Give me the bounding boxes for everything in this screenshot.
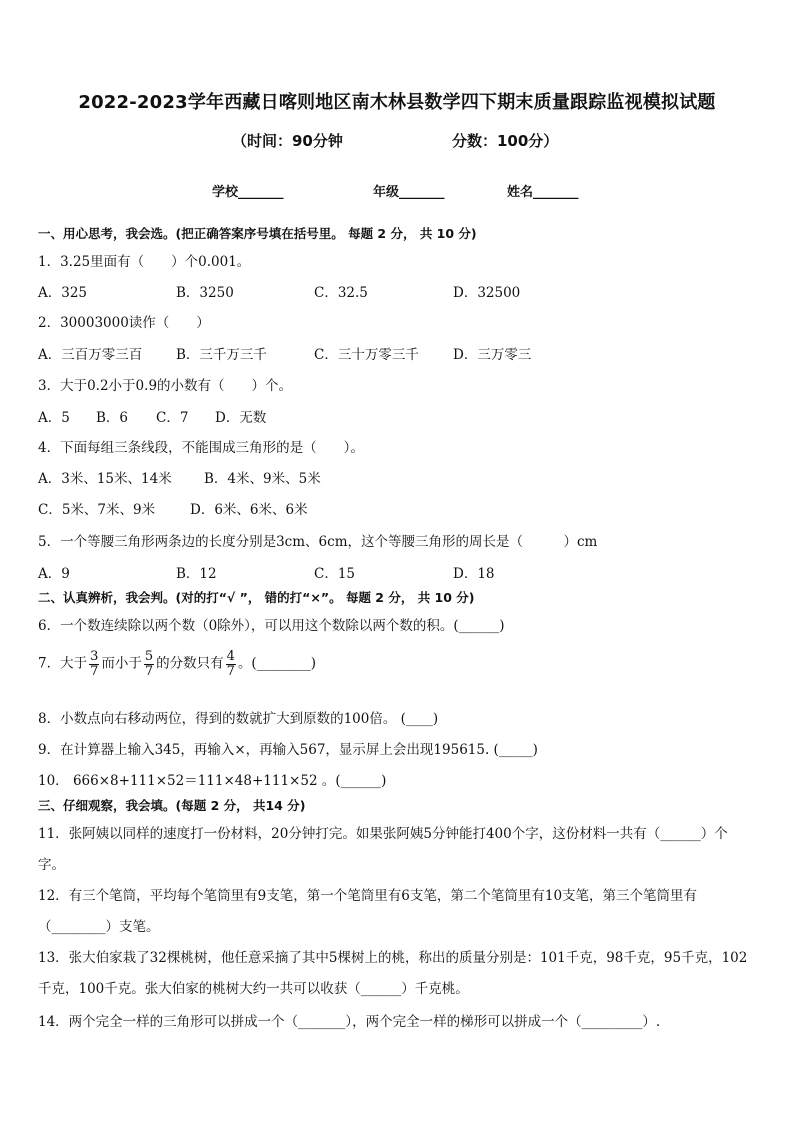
question-stem: 13．张大伯家栽了32棵桃树，他任意采摘了其中5棵树上的桃，称出的质量分别是：101千克，98千克，95千克，102 — [38, 950, 748, 966]
option-d: D．6米、6米、6米 — [190, 502, 308, 518]
question-stem: 8．小数点向右移动两位，得到的数就扩大到原数的100倍。 (____) — [38, 711, 439, 727]
option-d: D．三万零三 — [453, 347, 532, 363]
fraction-denominator: 7 — [144, 663, 154, 679]
option-b: B．3250 — [176, 285, 234, 301]
question-stem: 11．张阿姨以同样的速度打一份材料，20分钟打完。如果张阿姨5分钟能打400个字，这份材料一共有（______）个 — [38, 826, 728, 842]
option-b: B．4米、9米、5米 — [204, 471, 321, 487]
school-field: 学校_______ — [212, 185, 284, 200]
option-d: D．18 — [453, 566, 495, 582]
fraction — [144, 650, 154, 678]
question-stem: 1．3.25里面有（ ）个0.001。 — [38, 254, 251, 270]
question-stem — [38, 650, 316, 678]
exam-title: 2022-2023学年西藏日喀则地区南木林县数学四下期末质量跟踪监视模拟试题 — [78, 92, 716, 113]
question-stem: 4．下面每组三条线段，不能围成三角形的是（ ）。 — [38, 440, 364, 456]
question-stem: 10． 666×8+111×52＝111×48+111×52 。(______) — [38, 773, 387, 789]
grade-field: 年级_______ — [373, 185, 445, 200]
option-a: A．5 — [38, 410, 70, 426]
q7-suffix: 。(________) — [237, 655, 316, 672]
option-c: C．5米、7米、9米 — [38, 502, 156, 518]
section-heading: 一、用心思考，我会选。(把正确答案序号填在括号里。 每题 2 分， 共 10 分) — [38, 226, 477, 241]
question-continuation: （________）支笔。 — [38, 919, 160, 935]
fraction — [226, 650, 236, 678]
option-c: C．15 — [314, 566, 356, 582]
question-continuation: 千克，100千克。张大伯家的桃树大约一共可以收获（______）千克桃。 — [38, 981, 469, 997]
question-stem: 14．两个完全一样的三角形可以拼成一个（_______），两个完全一样的梯形可以拼成一个（_________）. — [38, 1014, 661, 1030]
q7-mid: 而小于 — [101, 655, 142, 672]
q7-prefix: 7．大于 — [38, 655, 88, 672]
exam-score: 分数：100分） — [452, 132, 559, 150]
question-continuation: 字。 — [38, 857, 65, 873]
fraction-numerator: 5 — [144, 649, 154, 664]
option-b: B．6 — [96, 410, 129, 426]
section-heading: 二、认真辨析，我会判。(对的打“√ ”， 错的打“×”。 每题 2 分， 共 10 分) — [38, 590, 475, 605]
option-b: B．三千万三千 — [176, 347, 267, 363]
option-d: D．无数 — [215, 410, 267, 426]
option-b: B．12 — [176, 566, 217, 582]
option-c: C．三十万零三千 — [314, 347, 419, 363]
question-stem: 2．30003000读作（ ） — [38, 315, 210, 331]
fraction — [89, 650, 99, 678]
option-a: A．325 — [38, 285, 88, 301]
option-d: D．32500 — [453, 285, 521, 301]
fraction-denominator: 7 — [226, 663, 235, 679]
option-c: C．32.5 — [314, 285, 368, 301]
question-stem: 12．有三个笔筒，平均每个笔筒里有9支笔，第一个笔筒里有6支笔，第二个笔筒里有10支笔，第三个笔筒里有 — [38, 888, 698, 904]
exam-time: （时间：90分钟 — [232, 132, 343, 150]
fraction-numerator: 3 — [90, 649, 99, 664]
option-a: A．9 — [38, 566, 70, 582]
q7-mid2: 的分数只有 — [156, 655, 224, 672]
fraction-numerator: 4 — [226, 649, 235, 664]
option-c: C．7 — [156, 410, 189, 426]
name-field: 姓名_______ — [507, 185, 579, 200]
option-a: A．3米、15米、14米 — [38, 471, 172, 487]
question-stem: 6．一个数连续除以两个数（0除外），可以用这个数除以两个数的积。(______) — [38, 618, 505, 634]
question-stem: 9．在计算器上输入345，再输入×，再输入567，显示屏上会出现195615. (_____) — [38, 742, 538, 758]
fraction-denominator: 7 — [90, 663, 99, 679]
question-stem: 5．一个等腰三角形两条边的长度分别是3cm、6cm，这个等腰三角形的周长是（ ）cm — [38, 534, 598, 550]
section-heading: 三、仔细观察，我会填。(每题 2 分， 共14 分) — [38, 798, 306, 813]
option-a: A．三百万零三百 — [38, 347, 143, 363]
question-stem: 3．大于0.2小于0.9的小数有（ ）个。 — [38, 378, 293, 394]
